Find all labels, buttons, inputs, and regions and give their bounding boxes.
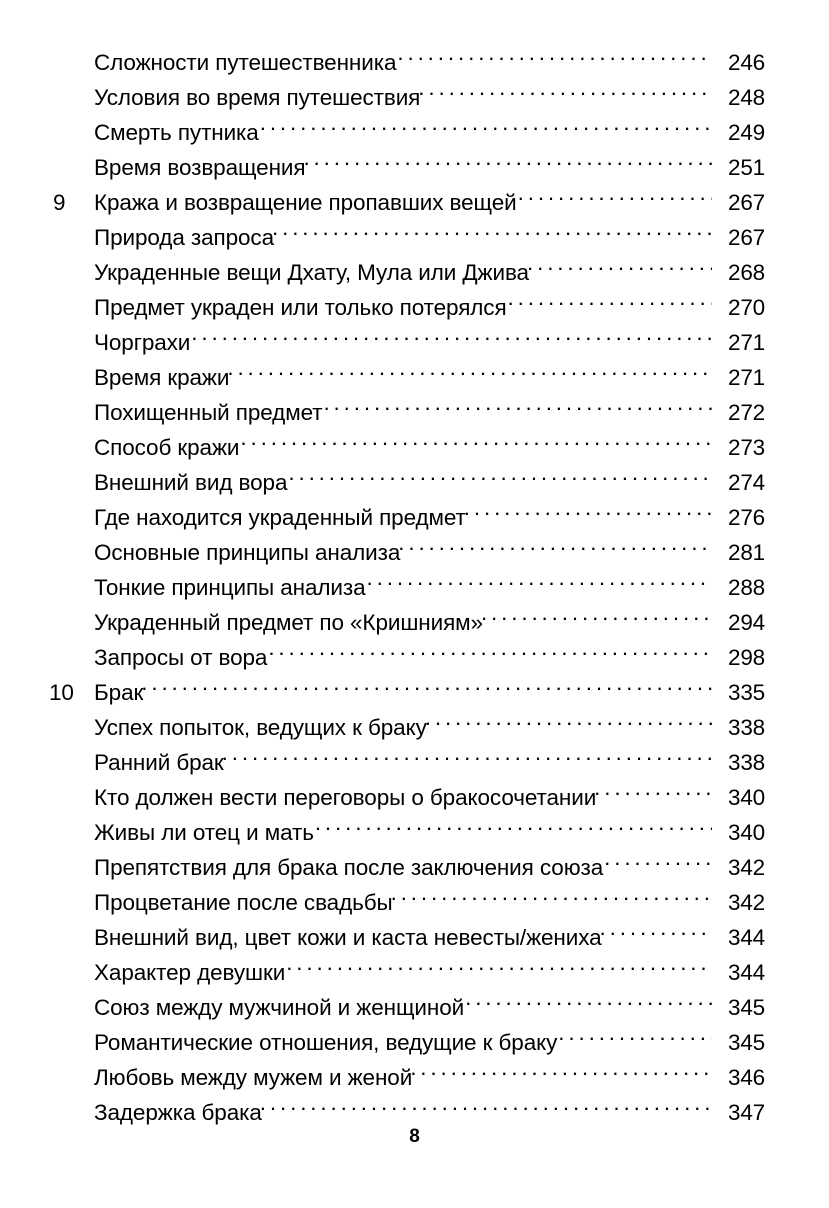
toc-chapter-row[interactable] [49, 675, 765, 710]
toc-entry-title[interactable]: Живы ли отец и мать [94, 820, 314, 845]
dot-leader [288, 468, 712, 491]
toc-entry-title[interactable]: Сложности путешественника [94, 50, 397, 75]
toc-entry-page-number: 251 [728, 155, 765, 180]
toc-entry-title[interactable]: Природа запроса [94, 225, 274, 250]
dot-leader [464, 503, 712, 526]
dot-leader [481, 608, 712, 631]
toc-entry-row[interactable] [53, 605, 765, 640]
toc-entry-title[interactable]: Чорграхи [94, 330, 191, 355]
toc-entry-row[interactable] [53, 815, 765, 850]
toc-entry-page-number: 294 [728, 610, 765, 635]
toc-entry-row[interactable] [53, 990, 765, 1025]
dot-leader [323, 398, 712, 421]
dot-leader [527, 258, 712, 281]
dot-leader [191, 328, 712, 351]
toc-chapter-number: 9 [53, 190, 66, 215]
toc-entry-title[interactable]: Характер девушки [94, 960, 286, 985]
dot-leader [425, 713, 712, 736]
toc-entry-title[interactable]: Запросы от вора [94, 645, 268, 670]
dot-leader [272, 223, 712, 246]
toc-entry-row[interactable] [53, 325, 765, 360]
toc-entry-row[interactable] [53, 780, 765, 815]
toc-entry-page-number: 270 [728, 295, 765, 320]
dot-leader [286, 958, 712, 981]
toc-entry-page-number: 344 [728, 925, 765, 950]
toc-entry-row[interactable] [53, 955, 765, 990]
toc-entry-row[interactable] [53, 255, 765, 290]
toc-entry-page-number: 248 [728, 85, 765, 110]
dot-leader [260, 118, 712, 141]
toc-chapter-number: 10 [49, 680, 74, 705]
toc-entry-title[interactable]: Внешний вид, цвет кожи и каста невесты/жениха [94, 925, 602, 950]
toc-entry-page-number: 268 [728, 260, 765, 285]
toc-entry-title[interactable]: Время кражи [94, 365, 230, 390]
dot-leader [508, 293, 712, 316]
toc-entry-row[interactable] [53, 395, 765, 430]
dot-leader [268, 643, 712, 666]
toc-entry-page-number: 273 [728, 435, 765, 460]
toc-entry-title[interactable]: Романтические отношения, ведущие к браку [94, 1030, 558, 1055]
toc-entry-page-number: 267 [728, 190, 765, 215]
toc-entry-page-number: 246 [728, 50, 765, 75]
toc-entry-row[interactable] [53, 920, 765, 955]
toc-entry-title[interactable]: Успех попыток, ведущих к браку [94, 715, 427, 740]
dot-leader [367, 573, 712, 596]
dot-leader [398, 538, 712, 561]
table-of-contents-list [49, 45, 765, 1130]
toc-entry-page-number: 274 [728, 470, 765, 495]
toc-entry-row[interactable] [53, 1025, 765, 1060]
toc-entry-row[interactable] [53, 45, 765, 80]
toc-entry-title[interactable]: Брак [94, 680, 144, 705]
toc-entry-row[interactable] [53, 570, 765, 605]
toc-entry-row[interactable] [53, 850, 765, 885]
dot-leader [465, 993, 712, 1016]
toc-entry-row[interactable] [53, 80, 765, 115]
toc-entry-title[interactable]: Задержка брака [94, 1100, 262, 1125]
toc-entry-title[interactable]: Украденные вещи Дхату, Мула или Джива [94, 260, 529, 285]
toc-entry-page-number: 288 [728, 575, 765, 600]
toc-entry-page-number: 298 [728, 645, 765, 670]
toc-entry-page-number: 345 [728, 1030, 765, 1055]
toc-entry-row[interactable] [53, 640, 765, 675]
toc-entry-page-number: 335 [728, 680, 765, 705]
toc-entry-title[interactable]: Любовь между мужем и женой [94, 1065, 413, 1090]
toc-entry-row[interactable] [53, 745, 765, 780]
dot-leader [604, 853, 712, 876]
toc-entry-row[interactable] [53, 115, 765, 150]
toc-chapter-row[interactable] [53, 185, 765, 220]
toc-entry-title[interactable]: Время возвращения [94, 155, 306, 180]
dot-leader [410, 1063, 712, 1086]
toc-entry-title[interactable]: Внешний вид вора [94, 470, 288, 495]
toc-entry-page-number: 267 [728, 225, 765, 250]
toc-entry-title[interactable]: Способ кражи [94, 435, 240, 460]
toc-entry-page-number: 272 [728, 400, 765, 425]
toc-entry-title[interactable]: Основные принципы анализа [94, 540, 401, 565]
toc-entry-page-number: 276 [728, 505, 765, 530]
toc-entry-title[interactable]: Союз между мужчиной и женщиной [94, 995, 465, 1020]
dot-leader [260, 1098, 712, 1121]
toc-entry-page-number: 340 [728, 820, 765, 845]
toc-entry-title[interactable]: Препятствия для брака после заключения союза [94, 855, 604, 880]
dot-leader [600, 923, 712, 946]
toc-entry-row[interactable] [53, 535, 765, 570]
dot-leader [397, 48, 712, 71]
toc-entry-page-number: 344 [728, 960, 765, 985]
toc-entry-page-number: 281 [728, 540, 765, 565]
toc-entry-row[interactable] [53, 150, 765, 185]
toc-entry-page-number: 271 [728, 365, 765, 390]
toc-entry-title[interactable]: Ранний брак [94, 750, 224, 775]
toc-entry-page-number: 249 [728, 120, 765, 145]
dot-leader [303, 153, 712, 176]
toc-entry-page-number: 347 [728, 1100, 765, 1125]
toc-entry-page-number: 346 [728, 1065, 765, 1090]
toc-entry-row[interactable] [53, 1060, 765, 1095]
dot-leader [315, 818, 712, 841]
dot-leader [222, 748, 712, 771]
toc-entry-row[interactable] [53, 1095, 765, 1130]
dot-leader [391, 888, 712, 911]
toc-entry-title[interactable]: Смерть путника [94, 120, 259, 145]
toc-entry-title[interactable]: Похищенный предмет [94, 400, 323, 425]
toc-entry-row[interactable] [53, 885, 765, 920]
toc-entry-row[interactable] [53, 500, 765, 535]
toc-entry-title[interactable]: Условия во время путешествия [94, 85, 421, 110]
dot-leader [558, 1028, 712, 1051]
dot-leader [240, 433, 712, 456]
dot-leader [227, 363, 712, 386]
toc-entry-page-number: 345 [728, 995, 765, 1020]
toc-entry-row[interactable] [53, 220, 765, 255]
toc-entry-row[interactable] [53, 430, 765, 465]
dot-leader [518, 188, 712, 211]
dot-leader [594, 783, 712, 806]
toc-entry-title[interactable]: Тонкие принципы анализа [94, 575, 366, 600]
toc-entry-page-number: 271 [728, 330, 765, 355]
toc-entry-page-number: 338 [728, 750, 765, 775]
toc-entry-title[interactable]: Кто должен вести переговоры о бракосочетании [94, 785, 597, 810]
toc-entry-row[interactable] [53, 465, 765, 500]
toc-entry-page-number: 342 [728, 855, 765, 880]
toc-entry-page-number: 342 [728, 890, 765, 915]
toc-entry-title[interactable]: Предмет украден или только потерялся [94, 295, 507, 320]
toc-entry-row[interactable] [53, 710, 765, 745]
dot-leader [141, 678, 712, 701]
page-number-folio: 8 [409, 1126, 420, 1147]
toc-entry-row[interactable] [53, 360, 765, 395]
toc-entry-title[interactable]: Кража и возвращение пропавших вещей [94, 190, 517, 215]
toc-entry-page-number: 338 [728, 715, 765, 740]
toc-entry-page-number: 340 [728, 785, 765, 810]
toc-entry-title[interactable]: Украденный предмет по «Кришниям» [94, 610, 483, 635]
dot-leader [418, 83, 712, 106]
toc-entry-title[interactable]: Процветание после свадьбы [94, 890, 393, 915]
toc-entry-row[interactable] [53, 290, 765, 325]
toc-entry-title[interactable]: Где находится украденный предмет [94, 505, 466, 530]
